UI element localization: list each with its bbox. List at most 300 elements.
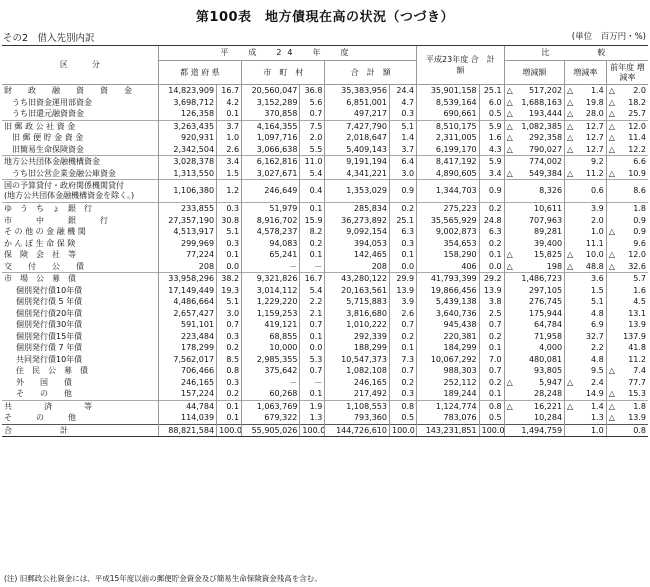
sign-change-rate <box>565 215 578 227</box>
value-municipalities: 55,905,026 <box>242 424 300 437</box>
share-total: 6.4 <box>389 156 416 168</box>
row-label-text: 共同発行債10年債 <box>16 354 83 364</box>
value-prefectures: 3,698,712 <box>158 97 216 109</box>
share-h23-total: 0.5 <box>479 108 504 120</box>
value-municipalities: 4,164,355 <box>242 120 300 132</box>
row-label <box>2 400 158 412</box>
value-change-rate: 4.8 <box>590 354 604 364</box>
row-label <box>2 215 158 227</box>
value-prev-change-rate: 1.8 <box>619 400 648 412</box>
value-change-rate: 1.0 <box>590 227 604 236</box>
row-label-text: そ の 他 の 金 融 機 関 <box>4 227 86 236</box>
row-label <box>2 180 158 203</box>
value-prev-change-rate: 12.0 <box>628 250 646 259</box>
share-municipalities: 5.6 <box>300 97 325 109</box>
value-prefectures: 208 <box>158 261 216 273</box>
sign-change-amount <box>504 354 517 366</box>
sign-change-amount <box>504 424 517 437</box>
value-change-rate: 2.0 <box>590 215 604 225</box>
value-change-amount: 790,027 <box>528 144 563 154</box>
table-row <box>2 168 648 180</box>
header-change-amount: 増減額 <box>504 61 564 85</box>
sign-prev-change-rate <box>606 285 619 297</box>
sign-prev-change-rate <box>606 203 619 215</box>
value-total: 142,465 <box>325 249 390 261</box>
share-prefectures: 3.0 <box>217 308 242 320</box>
share-total: 0.5 <box>389 412 416 424</box>
value-prefectures: 126,358 <box>158 108 216 120</box>
value-prev-change-rate: 5.7 <box>619 273 648 285</box>
value-total: 9,092,154 <box>325 226 390 238</box>
value-prev-change-rate: 1.8 <box>619 203 648 215</box>
value-change-amount: 1,494,759 <box>517 424 565 437</box>
sign-prev-change-rate: △ <box>606 120 619 132</box>
value-h23-total: 2,311,005 <box>417 132 480 144</box>
value-prev-change-rate: 8.6 <box>619 180 648 203</box>
share-municipalities: 1.9 <box>300 400 325 412</box>
share-municipalities: 5.5 <box>300 144 325 156</box>
sign-change-rate <box>565 354 578 366</box>
value-prefectures: 4,513,917 <box>158 226 216 238</box>
share-h23-total: 100.0 <box>479 424 504 437</box>
sign-prev-change-rate <box>606 342 619 354</box>
value-municipalities: 1,229,220 <box>242 296 300 308</box>
value-total: 43,280,122 <box>325 273 390 285</box>
row-label <box>2 412 158 424</box>
value-prefectures: 706,466 <box>158 365 216 377</box>
table-row <box>2 400 648 412</box>
sign-change-rate: △ <box>565 144 578 156</box>
sign-prev-change-rate: △ <box>606 97 619 109</box>
share-h23-total: 13.9 <box>479 285 504 297</box>
row-label-text: 個別発行債20年債 <box>16 308 83 318</box>
value-total: 144,726,610 <box>325 424 390 437</box>
row-label-text: そ の 他 <box>16 389 72 398</box>
sign-change-rate <box>565 180 578 203</box>
table-row <box>2 203 648 215</box>
value-municipalities: － <box>242 377 300 389</box>
share-total: 4.7 <box>389 97 416 109</box>
value-total: 497,217 <box>325 108 390 120</box>
value-total: 5,715,883 <box>325 296 390 308</box>
value-change-amount: 28,248 <box>534 389 563 398</box>
value-prev-change-rate: 10.9 <box>628 168 646 178</box>
row-label <box>2 97 158 109</box>
value-h23-total: 988,303 <box>417 365 480 377</box>
share-h23-total: 0.2 <box>479 238 504 250</box>
value-change-rate: 19.8 <box>585 97 604 107</box>
value-prefectures: 114,039 <box>158 412 216 424</box>
share-municipalities: 0.1 <box>300 203 325 215</box>
value-h23-total: 41,793,399 <box>417 273 480 285</box>
sign-change-amount <box>504 203 517 215</box>
sign-change-amount <box>504 238 517 250</box>
value-h23-total: 8,417,192 <box>417 156 480 168</box>
share-municipalities: 100.0 <box>300 424 325 437</box>
value-prev-change-rate: 11.4 <box>628 133 646 142</box>
sign-change-amount: △ <box>504 120 517 132</box>
share-prefectures: 0.1 <box>217 108 242 120</box>
share-total: 0.3 <box>389 388 416 400</box>
value-change-amount: 292,358 <box>528 133 563 142</box>
header-municipalities: 市 町 村 <box>242 61 325 85</box>
value-total: 5,409,143 <box>325 144 390 156</box>
share-prefectures: 3.7 <box>217 120 242 132</box>
row-label-text: 共 済 等 <box>4 401 92 411</box>
value-total: 1,108,553 <box>325 400 390 412</box>
row-label <box>2 144 158 156</box>
value-prev-change-rate: 41.8 <box>628 343 646 352</box>
value-h23-total: 8,539,164 <box>417 97 480 109</box>
sign-prev-change-rate <box>606 424 619 437</box>
value-h23-total: 220,381 <box>417 331 480 343</box>
share-total: 29.9 <box>389 273 416 285</box>
row-label <box>2 285 158 297</box>
row-label <box>2 354 158 366</box>
value-change-rate: 1.4 <box>590 86 604 95</box>
share-municipalities: 15.9 <box>300 215 325 227</box>
table-body <box>2 85 648 437</box>
value-change-amount: 707,963 <box>528 215 563 225</box>
row-label <box>2 424 158 437</box>
share-municipalities: 0.1 <box>300 388 325 400</box>
table-row <box>2 377 648 389</box>
row-label <box>2 85 158 97</box>
table-row <box>2 238 648 250</box>
sign-change-rate: △ <box>565 400 578 412</box>
value-total: 35,383,956 <box>325 85 390 97</box>
value-h23-total: 1,124,774 <box>417 400 480 412</box>
sign-prev-change-rate: △ <box>606 412 619 424</box>
table-row <box>2 180 648 203</box>
sign-change-rate: △ <box>565 249 578 261</box>
sign-prev-change-rate <box>606 180 619 203</box>
share-municipalities: 36.8 <box>300 85 325 97</box>
sign-prev-change-rate: △ <box>606 168 619 180</box>
value-change-amount: 93,805 <box>534 366 563 375</box>
header-total: 合 計 額 <box>325 61 417 85</box>
share-total: 25.1 <box>389 215 416 227</box>
row-label <box>2 319 158 331</box>
share-municipalities: 0.1 <box>300 331 325 343</box>
value-h23-total: 9,002,873 <box>417 226 480 238</box>
value-municipalities: 2,985,355 <box>242 354 300 366</box>
share-prefectures: 100.0 <box>217 424 242 437</box>
share-municipalities: 0.0 <box>300 342 325 354</box>
share-h23-total: 1.6 <box>479 132 504 144</box>
value-prefectures: 3,263,435 <box>158 120 216 132</box>
share-h23-total: 25.1 <box>479 85 504 97</box>
value-total: 1,353,029 <box>325 180 390 203</box>
value-change-rate: 5.1 <box>590 297 604 306</box>
share-municipalities: 5.4 <box>300 285 325 297</box>
unit-label: (単位 百万円・%) <box>571 32 646 42</box>
share-total: 0.7 <box>389 319 416 331</box>
sign-prev-change-rate <box>606 377 619 389</box>
value-municipalities: 3,027,671 <box>242 168 300 180</box>
sign-prev-change-rate <box>606 273 619 285</box>
share-prefectures: 0.7 <box>217 319 242 331</box>
sign-change-amount: △ <box>504 85 517 97</box>
value-municipalities: 9,321,826 <box>242 273 300 285</box>
share-prefectures: 4.2 <box>217 97 242 109</box>
row-label <box>2 296 158 308</box>
value-municipalities: 3,066,638 <box>242 144 300 156</box>
share-total: 3.0 <box>389 168 416 180</box>
table-row <box>2 97 648 109</box>
value-h23-total: 158,290 <box>417 249 480 261</box>
sign-change-rate <box>565 226 578 238</box>
value-change-amount: 1,688,163 <box>521 97 563 107</box>
sign-change-rate <box>565 331 578 343</box>
share-h23-total: 0.1 <box>479 342 504 354</box>
sign-change-amount: △ <box>504 377 517 389</box>
sign-change-amount: △ <box>504 400 517 412</box>
sign-change-rate <box>565 285 578 297</box>
header-comparison: 比 較 <box>504 46 648 61</box>
sign-change-rate: △ <box>565 261 578 273</box>
sign-prev-change-rate <box>606 319 619 331</box>
value-municipalities: 68,855 <box>242 331 300 343</box>
sign-change-amount: △ <box>504 261 517 273</box>
share-municipalities: 11.0 <box>300 156 325 168</box>
value-prev-change-rate: 0.8 <box>619 424 648 437</box>
share-total: 1.4 <box>389 132 416 144</box>
share-total: 0.7 <box>389 365 416 377</box>
share-total: 5.1 <box>389 120 416 132</box>
sign-change-amount: △ <box>504 132 517 144</box>
table-row <box>2 226 648 238</box>
share-h23-total: 0.9 <box>479 180 504 203</box>
value-change-amount: 10,611 <box>517 203 565 215</box>
value-h23-total: 189,244 <box>417 388 480 400</box>
share-municipalities: 0.7 <box>300 365 325 377</box>
sign-change-amount <box>504 285 517 297</box>
value-prefectures: 246,165 <box>158 377 216 389</box>
value-change-rate: 1.5 <box>590 285 604 295</box>
sign-change-rate: △ <box>565 132 578 144</box>
value-change-amount: 16,221 <box>517 400 565 412</box>
share-total: 13.9 <box>389 285 416 297</box>
value-change-rate: 12.7 <box>577 120 606 132</box>
value-h23-total: 35,901,158 <box>417 85 480 97</box>
share-prefectures: 1.5 <box>217 168 242 180</box>
header-h23: 平成23年度 合 計 額 <box>417 46 505 85</box>
share-municipalities: 7.5 <box>300 120 325 132</box>
value-total: 20,163,561 <box>325 285 390 297</box>
header-category: 区 分 <box>2 46 158 85</box>
value-h23-total: 5,439,138 <box>417 296 480 308</box>
share-municipalities: 1.3 <box>300 412 325 424</box>
row-label-text: 交 付 公 債 <box>4 261 84 271</box>
value-prev-change-rate: 25.7 <box>628 109 646 118</box>
share-prefectures: 38.2 <box>217 273 242 285</box>
share-h23-total: 3.4 <box>479 168 504 180</box>
table-row <box>2 342 648 354</box>
value-prefectures: 2,342,504 <box>158 144 216 156</box>
table-row <box>2 261 648 273</box>
share-total: 0.1 <box>389 342 416 354</box>
sign-change-amount: △ <box>504 168 517 180</box>
value-change-amount: 1,082,385 <box>517 120 565 132</box>
share-prefectures: 0.3 <box>217 203 242 215</box>
value-change-amount: 276,745 <box>528 297 563 306</box>
share-total: 3.9 <box>389 296 416 308</box>
table-row <box>2 85 648 97</box>
value-h23-total: 6,199,170 <box>417 144 480 156</box>
sign-change-rate <box>565 238 578 250</box>
share-municipalities: 2.0 <box>300 132 325 144</box>
sign-change-rate <box>565 424 578 437</box>
share-total: 2.6 <box>389 308 416 320</box>
row-label <box>2 249 158 261</box>
share-h23-total: 0.1 <box>479 249 504 261</box>
share-prefectures: 0.3 <box>217 238 242 250</box>
sign-change-rate <box>565 412 578 424</box>
sign-change-amount <box>504 388 517 400</box>
value-municipalities: 94,083 <box>242 238 300 250</box>
value-municipalities: 1,159,253 <box>242 308 300 320</box>
row-label <box>2 120 158 132</box>
share-h23-total: 4.3 <box>479 144 504 156</box>
value-change-amount: 517,202 <box>528 86 563 95</box>
row-label-text: 個別発行債15年債 <box>16 331 83 341</box>
sign-change-amount <box>504 273 517 285</box>
sign-change-amount <box>504 156 517 168</box>
value-change-rate: 0.6 <box>577 180 606 203</box>
value-municipalities: 20,560,047 <box>242 85 300 97</box>
sign-prev-change-rate <box>606 354 619 366</box>
value-prev-change-rate: 0.9 <box>633 215 646 225</box>
value-h23-total: 3,640,736 <box>417 308 480 320</box>
row-label <box>2 132 158 144</box>
sign-prev-change-rate <box>606 238 619 250</box>
value-change-amount: 198 <box>546 261 563 271</box>
row-label-text: うち旧還元融資資金 <box>12 109 84 118</box>
table-row <box>2 319 648 331</box>
value-total: 3,816,680 <box>325 308 390 320</box>
sign-prev-change-rate <box>606 156 619 168</box>
share-h23-total: 0.7 <box>479 365 504 377</box>
value-municipalities: 3,152,289 <box>242 97 300 109</box>
value-change-rate: 28.0 <box>585 109 604 118</box>
row-label-text: 個別発行債 5 年債 <box>16 297 83 306</box>
value-prefectures: 3,028,378 <box>158 156 216 168</box>
share-prefectures: 1.2 <box>217 180 242 203</box>
value-prev-change-rate: 11.2 <box>628 354 646 364</box>
share-total: 0.2 <box>389 203 416 215</box>
row-label <box>2 342 158 354</box>
value-change-amount: 175,944 <box>528 308 563 318</box>
table-row <box>2 120 648 132</box>
row-label-text: うち旧公営企業金融公庫資金 <box>12 168 116 178</box>
value-prefectures: 17,149,449 <box>158 285 216 297</box>
row-label-note: (地方公共団体金融機構資金を除く。) <box>4 191 135 200</box>
value-change-rate: 12.7 <box>585 133 604 142</box>
value-prev-change-rate: 4.5 <box>633 297 646 306</box>
value-h23-total: 690,661 <box>417 108 480 120</box>
share-municipalities: 2.1 <box>300 308 325 320</box>
value-h23-total: 184,299 <box>417 342 480 354</box>
row-label <box>2 238 158 250</box>
value-municipalities: 65,241 <box>242 249 300 261</box>
value-change-rate: 1.3 <box>590 413 604 422</box>
table-row <box>2 365 648 377</box>
row-label <box>2 377 158 389</box>
share-h23-total: 7.0 <box>479 354 504 366</box>
value-municipalities: 246,649 <box>242 180 300 203</box>
value-municipalities: 370,858 <box>242 108 300 120</box>
value-municipalities: 1,063,769 <box>242 400 300 412</box>
sign-change-rate <box>565 388 578 400</box>
value-change-rate: 32.7 <box>585 331 604 341</box>
sign-change-rate <box>565 296 578 308</box>
share-prefectures: 5.1 <box>217 226 242 238</box>
row-label-text: うち旧資金運用部資金 <box>12 97 92 107</box>
table-row <box>2 285 648 297</box>
table-row <box>2 249 648 261</box>
share-municipalities: － <box>300 377 325 389</box>
value-h23-total: 945,438 <box>417 319 480 331</box>
row-label <box>2 365 158 377</box>
sign-change-amount: △ <box>504 108 517 120</box>
footnote: (注) 旧郵政公社資金には、平成15年度以前の郵便貯金資金及び簡易生命保険資金残高を含む。 <box>4 574 322 583</box>
value-total: 6,851,001 <box>325 97 390 109</box>
value-change-rate: 11.1 <box>585 238 604 248</box>
sign-change-rate: △ <box>565 97 578 109</box>
share-total: 3.7 <box>389 144 416 156</box>
value-total: 4,341,221 <box>325 168 390 180</box>
value-prev-change-rate: 137.9 <box>623 331 646 341</box>
debt-table <box>2 45 648 437</box>
sign-change-amount <box>504 319 517 331</box>
value-prefectures: 88,821,584 <box>158 424 216 437</box>
share-municipalities: 0.1 <box>300 249 325 261</box>
row-label <box>2 203 158 215</box>
table-subtitle: その2 借入先別内訳 <box>3 33 95 44</box>
page-title: 第100表 地方債現在高の状況（つづき） <box>195 10 455 25</box>
value-change-rate: 1.4 <box>577 400 606 412</box>
value-prev-change-rate: 13.9 <box>628 413 646 422</box>
row-label-text: 保 険 会 社 等 <box>4 250 76 259</box>
value-municipalities: 679,322 <box>242 412 300 424</box>
share-prefectures: 0.3 <box>217 377 242 389</box>
value-total: 1,010,222 <box>325 319 390 331</box>
share-h23-total: 0.2 <box>479 203 504 215</box>
share-prefectures: 0.8 <box>217 365 242 377</box>
sign-change-rate <box>565 203 578 215</box>
sign-change-amount <box>504 308 517 320</box>
value-prefectures: 7,562,017 <box>158 354 216 366</box>
value-h23-total: 4,890,605 <box>417 168 480 180</box>
value-change-rate: 1.0 <box>577 424 606 437</box>
table-row <box>2 144 648 156</box>
share-h23-total: 0.8 <box>479 400 504 412</box>
sign-change-amount: △ <box>504 144 517 156</box>
value-change-rate: 4.8 <box>590 308 604 318</box>
sign-prev-change-rate: △ <box>606 144 619 156</box>
table-row <box>2 308 648 320</box>
value-h23-total: 143,231,851 <box>417 424 480 437</box>
value-change-amount: 89,281 <box>534 227 563 236</box>
value-prev-change-rate: 32.6 <box>628 261 646 271</box>
share-total: 0.1 <box>389 249 416 261</box>
value-total: 9,191,194 <box>325 156 390 168</box>
value-prefectures: 157,224 <box>158 388 216 400</box>
row-label-text: 国の予算貸付・政府関係機関貸付 <box>4 181 124 190</box>
sign-prev-change-rate: △ <box>606 365 619 377</box>
table-row <box>2 273 648 285</box>
